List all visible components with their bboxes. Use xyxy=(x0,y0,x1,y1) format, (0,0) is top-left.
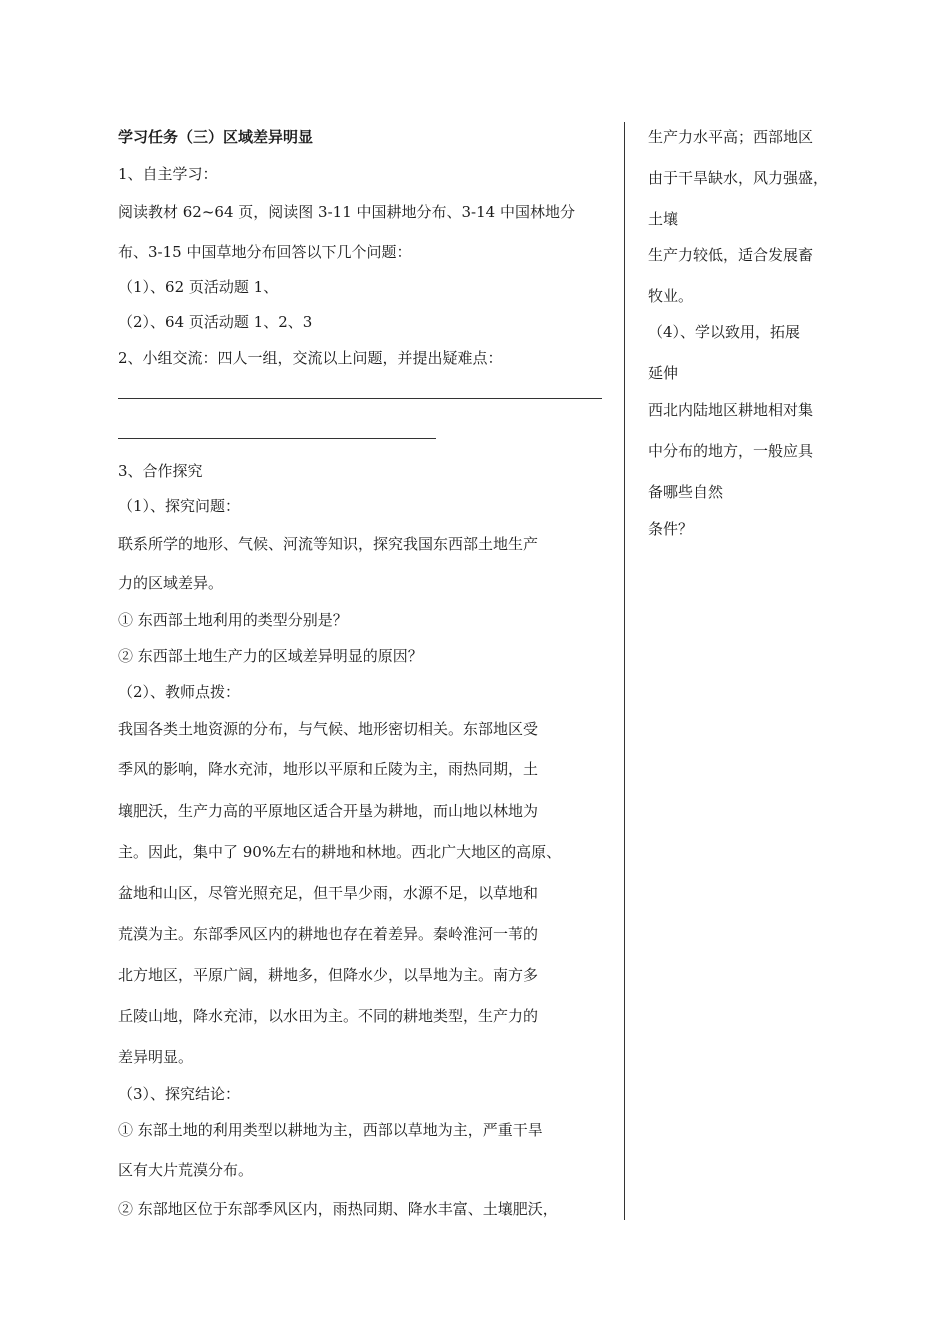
side-text-line: （4）、学以致用，拓展 xyxy=(648,323,801,341)
side-text-line: 土壤 xyxy=(648,210,679,228)
text-line: 布、3-15 中国草地分布回答以下几个问题： xyxy=(118,243,412,261)
text-line: ① 东部土地的利用类型以耕地为主，西部以草地为主，严重干旱 xyxy=(118,1121,543,1139)
text-line: 1、自主学习： xyxy=(118,165,218,183)
text-line: 力的区域差异。 xyxy=(118,574,224,592)
side-text-line: 备哪些自然 xyxy=(648,483,724,501)
text-line: （1）、探究问题： xyxy=(118,497,241,515)
column-divider xyxy=(624,122,625,1220)
answer-line xyxy=(118,398,602,399)
text-line: （1）、62 页活动题 1、 xyxy=(118,278,279,296)
text-line: （2）、教师点拨： xyxy=(118,683,241,701)
text-line: 盆地和山区，尽管光照充足，但干旱少雨，水源不足，以草地和 xyxy=(118,884,539,902)
side-text-line: 生产力水平高；西部地区 xyxy=(648,128,814,146)
text-line: 北方地区，平原广阔，耕地多，但降水少，以旱地为主。南方多 xyxy=(118,966,539,984)
side-text-line: 由于干旱缺水，风力强盛， xyxy=(648,169,829,187)
side-text-line: 西北内陆地区耕地相对集 xyxy=(648,401,814,419)
text-line: 2、小组交流：四人一组，交流以上问题，并提出疑难点： xyxy=(118,349,503,367)
text-line: 阅读教材 62~64 页，阅读图 3-11 中国耕地分布、3-14 中国林地分 xyxy=(118,203,575,221)
text-line: 主。因此，集中了 90%左右的耕地和林地。西北广大地区的高原、 xyxy=(118,843,562,861)
text-line: 季风的影响，降水充沛，地形以平原和丘陵为主，雨热同期，土 xyxy=(118,760,539,778)
side-text-line: 延伸 xyxy=(648,364,679,382)
text-line: ② 东部地区位于东部季风区内，雨热同期、降水丰富、土壤肥沃， xyxy=(118,1200,558,1218)
text-line: ② 东西部土地生产力的区域差异明显的原因？ xyxy=(118,647,423,665)
text-line: 我国各类土地资源的分布，与气候、地形密切相关。东部地区受 xyxy=(118,720,539,738)
answer-line xyxy=(118,438,436,439)
text-line: （2）、64 页活动题 1、2、3 xyxy=(118,313,313,331)
side-text-line: 条件？ xyxy=(648,520,694,538)
text-line: 联系所学的地形、气候、河流等知识，探究我国东西部土地生产 xyxy=(118,535,539,553)
text-line: 差异明显。 xyxy=(118,1048,194,1066)
text-line: 壤肥沃，生产力高的平原地区适合开垦为耕地，而山地以林地为 xyxy=(118,802,539,820)
side-text-line: 中分布的地方，一般应具 xyxy=(648,442,814,460)
text-line: 荒漠为主。东部季风区内的耕地也存在着差异。秦岭淮河一苇的 xyxy=(118,925,539,943)
section-title: 学习任务（三）区域差异明显 xyxy=(118,128,314,146)
text-line: （3）、探究结论： xyxy=(118,1085,241,1103)
text-line: 3、合作探究 xyxy=(118,462,203,480)
text-line: 区有大片荒漠分布。 xyxy=(118,1161,254,1179)
text-line: ① 东西部土地利用的类型分别是？ xyxy=(118,611,348,629)
side-text-line: 生产力较低，适合发展畜 xyxy=(648,246,814,264)
side-text-line: 牧业。 xyxy=(648,287,694,305)
text-line: 丘陵山地，降水充沛，以水田为主。不同的耕地类型，生产力的 xyxy=(118,1007,539,1025)
